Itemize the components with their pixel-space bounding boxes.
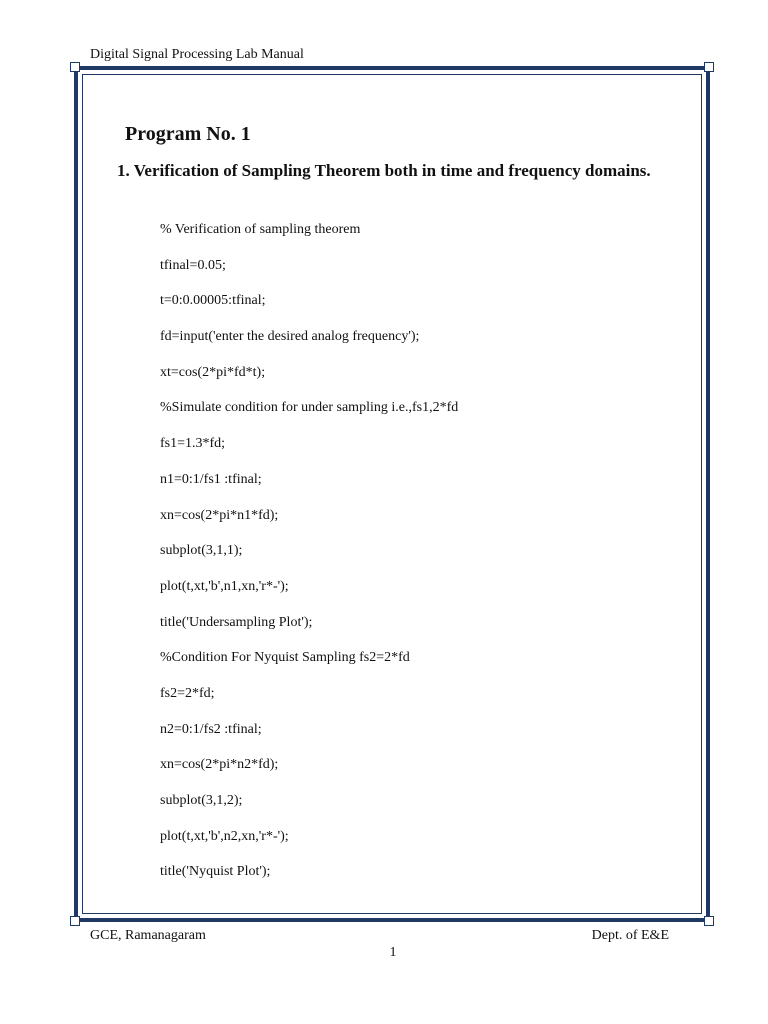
code-line: fs1=1.3*fd;	[160, 436, 226, 452]
section-heading: 1. Verification of Sampling Theorem both in time and frequency domains.	[117, 161, 651, 180]
code-line: n2=0:1/fs2 :tfinal;	[160, 721, 262, 737]
border-corner-top-right	[704, 62, 714, 72]
border-corner-bottom-left	[70, 916, 80, 926]
code-line: t=0:0.00005:tfinal;	[160, 293, 266, 309]
code-line: subplot(3,1,2);	[160, 793, 243, 808]
code-line: %Simulate condition for under sampling i.e.,fs1,2*fd	[160, 400, 459, 416]
code-line: title('Nyquist Plot');	[160, 864, 271, 880]
footer-institution: GCE, Ramanagaram	[90, 928, 206, 943]
code-line: %Condition For Nyquist Sampling fs2=2*fd	[160, 650, 410, 666]
code-line: n1=0:1/fs1 :tfinal;	[160, 471, 262, 487]
footer-department: Dept. of E&E	[591, 928, 669, 943]
code-line: plot(t,xt,'b',n2,xn,'r*-');	[160, 828, 289, 844]
running-header: Digital Signal Processing Lab Manual	[90, 47, 304, 62]
code-line: fd=input('enter the desired analog frequency');	[160, 329, 420, 345]
code-line: % Verification of sampling theorem	[160, 222, 361, 237]
code-line: xn=cos(2*pi*n1*fd);	[160, 507, 279, 523]
border-corner-bottom-right	[704, 916, 714, 926]
code-line: title('Undersampling Plot');	[160, 614, 313, 630]
code-line: tfinal=0.05;	[160, 257, 226, 273]
border-corner-top-left	[70, 62, 80, 72]
code-line: plot(t,xt,'b',n1,xn,'r*-');	[160, 578, 289, 594]
code-line: xn=cos(2*pi*n2*fd);	[160, 757, 279, 773]
code-line: subplot(3,1,1);	[160, 543, 243, 559]
code-listing	[160, 221, 458, 899]
code-line: fs2=2*fd;	[160, 685, 215, 701]
page-number: 1	[389, 945, 397, 960]
program-title: Program No. 1	[125, 123, 251, 145]
code-line: xt=cos(2*pi*fd*t);	[160, 364, 266, 380]
